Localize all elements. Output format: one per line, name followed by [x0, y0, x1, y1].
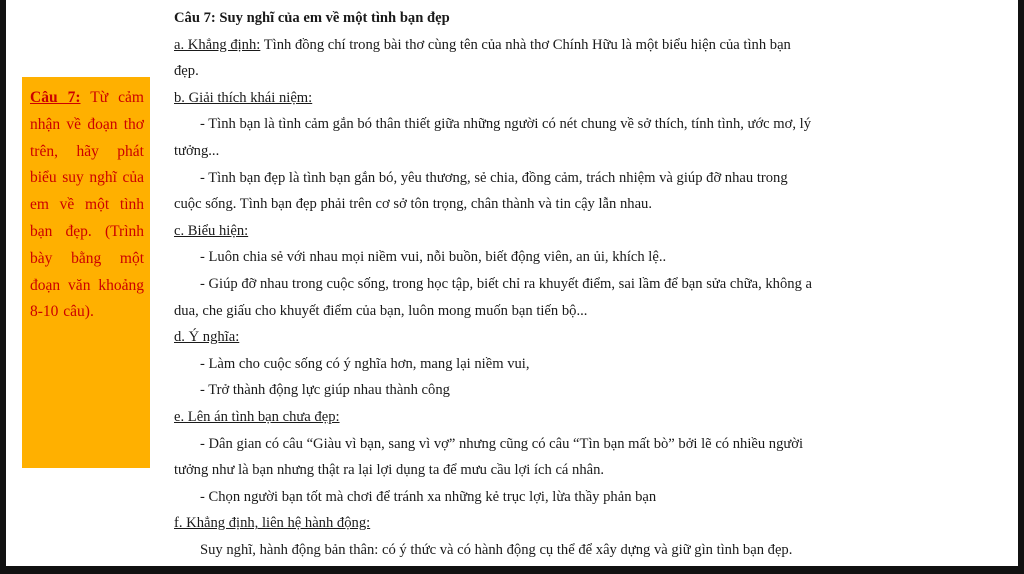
question-text [30, 85, 144, 326]
section-e-p2: - Chọn người bạn tốt mà chơi để tránh xa những kẻ trục lợi, lừa thầy phản bạn [200, 488, 657, 505]
section-c [174, 218, 1010, 245]
question-box [22, 77, 150, 468]
answer-title: Câu 7: Suy nghĩ của em về một tình bạn đẹp [174, 10, 450, 26]
section-b-label: b. Giải thích khái niệm: [174, 89, 313, 106]
section-c-p2-line2: dua, che giấu cho khuyết điểm của bạn, luôn mong muốn bạn tiến bộ... [174, 302, 588, 319]
section-b-p1-line2: tưởng... [174, 142, 220, 159]
section-d-p1: - Làm cho cuộc sống có ý nghĩa hơn, mang lại niềm vui, [200, 355, 530, 372]
section-c-label: c. Biểu hiện: [174, 222, 249, 239]
left-border [0, 0, 6, 574]
section-d-label: d. Ý nghĩa: [174, 329, 240, 346]
question-body: Từ cảm nhận về đoạn thơ trên, hãy phát biểu suy nghĩ của em về một tình bạn đẹp. (Trình bày bằng một đoạn văn khoảng 8-10 câu). [30, 89, 144, 321]
answer-content [174, 5, 1010, 563]
section-a-line1: Tình đồng chí trong bài thơ cùng tên của nhà thơ Chính Hữu là một biểu hiện của tình bạn [260, 36, 791, 53]
section-f [174, 510, 1010, 537]
section-b-p2-line2: cuộc sống. Tình bạn đẹp phải trên cơ sở tôn trọng, chân thành và tin cậy lẫn nhau. [174, 196, 652, 213]
section-c-p2-line1: - Giúp đỡ nhau trong cuộc sống, trong học tập, biết chỉ ra khuyết điểm, sai lầm để bạn sửa chữa, không a [200, 275, 812, 292]
section-d-p2: - Trở thành động lực giúp nhau thành công [200, 382, 450, 399]
section-a-label: a. Khẳng định: [174, 36, 261, 53]
section-d [174, 324, 1010, 351]
section-b-p2-line1: - Tình bạn đẹp là tình bạn gắn bó, yêu thương, sẻ chia, đồng cảm, trách nhiệm và giúp đỡ nhau trong [200, 169, 788, 186]
section-e [174, 404, 1010, 431]
bottom-border [0, 566, 1024, 574]
right-border [1018, 0, 1024, 574]
section-a [174, 32, 1010, 59]
section-e-label: e. Lên án tình bạn chưa đẹp: [174, 408, 340, 425]
section-a-line2: đẹp. [174, 63, 199, 80]
section-f-p1: Suy nghĩ, hành động bản thân: có ý thức và có hành động cụ thể để xây dựng và giữ gìn tình bạn đẹp. [200, 541, 793, 558]
question-number: Câu 7: [30, 89, 81, 106]
section-b-p1-line1: - Tình bạn là tình cảm gắn bó thân thiết giữa những người có nét chung về sở thích, tính tình, ước mơ, lý [200, 116, 812, 133]
section-f-label: f. Khẳng định, liên hệ hành động: [174, 515, 371, 532]
section-e-p1-line2: tưởng như là bạn nhưng thật ra lại lợi dụng ta để mưu cầu lợi ích cá nhân. [174, 462, 605, 479]
section-c-p1: - Luôn chia sẻ với nhau mọi niềm vui, nỗi buồn, biết động viên, an ủi, khích lệ.. [200, 249, 667, 266]
section-e-p1-line1: - Dân gian có câu “Giàu vì bạn, sang vì vợ” nhưng cũng có câu “Tìn bạn mất bò” bởi lẽ có nhiều người [200, 435, 804, 452]
section-b [174, 85, 1010, 112]
